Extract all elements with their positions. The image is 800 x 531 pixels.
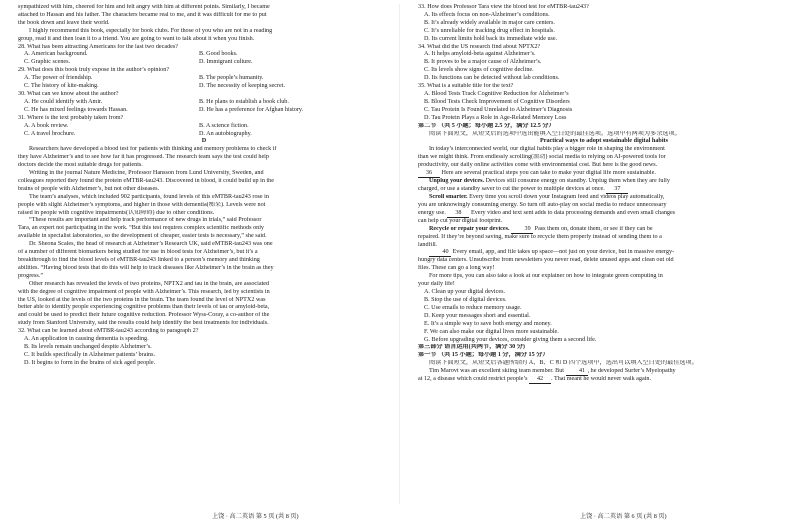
question-35-stem: 35. What is a suitable title for the text?: [418, 83, 514, 90]
question-33-stem: 33. How does Professor Tara view the blood test for eMTBR-tau243?: [418, 4, 589, 10]
question-29-options-row: [18, 83, 390, 91]
text-line: Dr. Sheona Scales, the head of research at Alzheimer’s Research UK, said eMTBR-tau243 was one: [29, 241, 273, 248]
option-b[interactable]: B. Good books.: [199, 51, 238, 58]
text-line: In today’s interconnected world, our digital habits play a bigger role in shaping the environment: [429, 146, 665, 153]
subheading-recycle: Recycle or repair your devices.: [429, 225, 510, 232]
option-c[interactable]: C. A travel brochure.: [24, 130, 76, 137]
subheading-scroll: Scroll smarter.: [429, 193, 468, 200]
text-line: available in specialist laboratories, so the development of cheaper, easier tests is necessary,” she said.: [18, 233, 267, 240]
option-c[interactable]: C. Its levels show signs of cognitive decline.: [424, 67, 534, 74]
question-29-options-row: [18, 75, 390, 83]
option-b[interactable]: B. It’s already widely available in major care centers.: [424, 19, 555, 26]
part-3-section-1-header: 第一节 （共 15 小题；每小题 1 分，满分 15 分）: [418, 352, 549, 359]
option-a[interactable]: A. He could identify with Amir.: [24, 98, 103, 105]
option-c[interactable]: C. Use emails to reduce memory usage.: [424, 304, 522, 311]
question-28-options-row: [18, 51, 390, 59]
text-line: Scroll smarter. Every time you scroll down your Instagram feed and videos play automatically,: [429, 193, 665, 200]
blank-38[interactable]: 38: [447, 210, 469, 218]
option-c[interactable]: C. The history of kite-making.: [24, 83, 99, 90]
text-line: Unplug your devices. Devices still consume energy on standby. Unplug them when they are fully: [429, 178, 670, 185]
text-line: energy use. 38 Every video and text sent adds to data processing demands and even small changes: [418, 209, 676, 216]
text-line: 40 Every email, app, and file takes up space—not just on your device, but in massive energy-: [418, 249, 790, 257]
text-line: group, read it and then loan it to a friend. You are going to want to talk about it when you finish.: [18, 35, 255, 42]
right-column: [418, 4, 790, 384]
option-a[interactable]: A. It helps amyloid-beta against Alzheimer’s.: [424, 51, 536, 58]
text-line: 36 Here are several practical steps you can take to make your digital life more sustainable.: [418, 170, 790, 178]
text-line: For more tips, you can also take a look at our explainer on how to integrate green computing in: [429, 273, 663, 280]
text-line: sympathized with him, cheered for him and felt angry with him at different points. Similarly, I became: [18, 4, 270, 10]
question-32-stem: 32. What can be learned about eMTBR-tau243 according to paragraph 2?: [18, 328, 199, 335]
text-line: attached to Hassan and his father. The characters became real to me, and it was difficult for me to put: [18, 11, 267, 18]
text-line: Tara, an expert not participating in the work. “But this test requires complex scientific methods only: [18, 225, 264, 232]
text-line: productivity, our daily online activities come with environmental cost. But here is the good news.: [418, 162, 658, 169]
text-line: files. These can go a long way!: [418, 265, 495, 272]
text-line: Researchers have developed a blood test for patients with thinking and memory problems to check if: [29, 146, 277, 153]
text-line: people with slight Alzheimer’s symptoms, and higher in those with dementia(痴呆). Levels were not: [18, 201, 266, 208]
text-line: brains of people with Alzheimer’s, but not other diseases.: [18, 185, 160, 192]
option-b[interactable]: B. It proves to be a major cause of Alzheimer’s.: [424, 59, 542, 66]
section-d-heading: D: [201, 138, 207, 145]
passage-title: Practical ways to adopt sustainable digital habits: [540, 138, 668, 145]
text-line: repaired. If they’re beyond saving, make sure to recycle them properly instead of sending them to a: [418, 233, 662, 240]
section-2-header: 第二节 （共 5 小题；每小题 2.5 分，满分 12.5 分）: [418, 122, 555, 129]
text-line: landfill.: [418, 241, 438, 248]
text-line: Other research has revealed the levels of two proteins, NPTX2 and tau in the brain, are associated: [29, 280, 270, 287]
blank-40[interactable]: 40: [429, 249, 451, 257]
text-line: the US, looked at the levels of the two proteins in the brain. The team found the level of NPTX2 was: [18, 296, 266, 303]
text-line: breakthrough to find the blood levels of eMTBR-tau243 linked to a person’s memory and thinking: [18, 257, 260, 263]
question-34-stem: 34. What did the US research find about NPTX2?: [418, 43, 541, 50]
option-d[interactable]: D. The necessity of keeping secret.: [199, 83, 285, 90]
page-footer-right: 上饶 · 高二英语 第 6 页 (共 8 页): [580, 513, 667, 520]
option-a[interactable]: A. Blood Tests Track Cognitive Reduction for Alzheimer’s: [424, 90, 569, 97]
question-30-options-row: [18, 99, 390, 107]
blank-42[interactable]: 42: [529, 376, 551, 384]
option-c[interactable]: C. He has mixed feelings towards Hassan.: [24, 106, 128, 113]
text-line: with the degree of cognitive impairment of people with Alzheimer’s. This research, led by scientists in: [18, 288, 270, 295]
option-c[interactable]: C. Tau Protein Is Found Unrelated to Alzheimer’s Diagnosis: [424, 106, 573, 113]
column-divider: [399, 4, 400, 504]
option-d[interactable]: D. Its current limits hold back its immediate wide use.: [424, 35, 558, 42]
option-b[interactable]: B. A science fiction.: [199, 122, 249, 129]
option-a[interactable]: A. Clean up your digital devices.: [424, 289, 506, 296]
text-line: the book down and leave their world.: [18, 19, 110, 26]
option-a[interactable]: A. Its effects focus on non-Alzheimer’s conditions.: [424, 11, 550, 18]
text-line: doctors decide the most suitable drugs for patients.: [18, 162, 143, 169]
option-b[interactable]: B. The people’s humanity.: [199, 75, 264, 82]
option-a[interactable]: A. American background.: [24, 51, 88, 58]
text-line: can help cut your digital footprint.: [418, 217, 503, 224]
text-line: at 12, a disease which could restrict people’s 42 . That meant he would never walk again.: [418, 376, 652, 383]
text-line: “These results are important and help track performance of new drugs in trials,” said Professor: [29, 217, 262, 224]
text-line: charged, or use a standby saver to cut the power to multiple devices at once. 37: [418, 186, 790, 194]
page-footer-left: 上饶 · 高二英语 第 5 页 (共 8 页): [212, 513, 299, 520]
text-line: abilities. “Having blood tests that do this will help to track diseases like Alzheimer’s in the brain as they: [18, 264, 274, 271]
option-a[interactable]: A. The power of friendship.: [24, 75, 93, 82]
blank-39[interactable]: 39: [511, 226, 533, 234]
text-line: raised in people with cognitive impairments(认知障碍) due to other conditions.: [18, 209, 215, 216]
text-line: colleagues reported they found the protein eMTBR-tau243. Discovered in blood, it could build up in the: [18, 177, 274, 184]
option-a[interactable]: A. An application in causing dementia is speeding.: [24, 336, 149, 343]
question-30-options-row: [18, 107, 390, 115]
question-28-options-row: [18, 59, 390, 67]
option-d[interactable]: D. It begins to form in the brains of sick aged people.: [24, 359, 156, 366]
text-line: better able to identify people experiencing cognitive problems than their levels of tau or amyloid-beta,: [18, 304, 270, 311]
text-line: they have Alzheimer’s and to see how far it has progressed. The research team says the test could help: [18, 154, 269, 161]
text-line: Recycle or repair your devices. 39 Pass them on, donate them, or see if they can be: [429, 225, 653, 232]
option-g[interactable]: G. Before upgrading your devices, consider giving them a second life.: [424, 336, 597, 343]
text-line: Tim Marovt was an excellent skiing team member. But 41 , he developed Surfer’s Myelopathy: [429, 368, 676, 375]
option-f[interactable]: F. We can also make our digital lives more sustainable.: [424, 328, 559, 335]
option-c[interactable]: C. It builds specifically in Alzheimer patients’ brains.: [24, 351, 156, 358]
question-28-stem: 28. What has been attracting Americans for the last two decades?: [18, 43, 178, 50]
text-line: and could be used to predict their future cognitive reduction. Professor Wyss-Coray, a co-author of the: [18, 312, 270, 319]
part-3-header: 第三部分 语言运用(共两节，满分 30 分): [418, 344, 525, 351]
subheading-unplug: Unplug your devices.: [429, 178, 484, 185]
option-d[interactable]: D. An autobiography.: [199, 130, 252, 137]
question-31-options-row: [18, 131, 390, 139]
option-b[interactable]: B. He plans to establish a book club.: [199, 98, 289, 105]
question-30-stem: 30. What can we know about the author?: [18, 90, 119, 97]
question-31-options-row: [18, 123, 390, 131]
question-29-stem: 29. What does this book truly expose in the author’s opinion?: [18, 67, 170, 74]
text-line: of a number of different biomarkers being studied for use in blood tests for Alzheimer’s, but it’s a: [18, 249, 258, 256]
option-d[interactable]: D. Immigrant culture.: [199, 59, 253, 66]
question-31-stem: 31. Where is the text probably taken from?: [18, 114, 124, 121]
text-line: Writing in the journal Nature Medicine, Professor Hansson from Lund University, Sweden, and: [29, 170, 264, 177]
blank-36[interactable]: 36: [418, 170, 440, 178]
text-line: you are unknowingly consuming energy. So turn off auto-play on social media to reduce unnecessary: [418, 201, 667, 208]
text-line: progress.”: [18, 272, 44, 279]
option-d[interactable]: D. He has a preference for Afghan history.: [199, 106, 304, 113]
text-line: study from Stanford University, said the results could help identify the best treatments for individuals.: [18, 320, 269, 327]
option-b[interactable]: B. Blood Tests Check Improvement of Cognitive Disorders: [424, 98, 570, 105]
option-e[interactable]: E. It’s a simple way to save both energy and money.: [424, 320, 552, 327]
option-c[interactable]: C. Graphic scenes.: [24, 59, 71, 66]
text-line: hungry data centers. Unsubscribe from newsletters you never read, delete unused apps and clean out old: [418, 257, 674, 264]
blank-41[interactable]: 41: [566, 368, 588, 376]
option-b[interactable]: B. Stop the use of digital devices.: [424, 297, 507, 303]
part-3-instruction: 阅读下面短文，从短文后各题所给的 A、B、C 和 D 四个选项中，选出可以填入空白处的最佳选项。: [429, 360, 698, 367]
section-2-instruction: 阅读下面短文，从短文后的选项中选出能填入空白处的最佳选项。选项中有两项为多余选项。: [429, 130, 681, 137]
option-b[interactable]: B. Its levels remain unchanged despite Alzheimer’s.: [24, 343, 152, 350]
option-d[interactable]: D. Tau Protein Plays a Role in Age-Related Memory Loss: [424, 114, 567, 121]
option-a[interactable]: A. A book review.: [24, 122, 69, 129]
blank-37[interactable]: 37: [606, 186, 628, 194]
option-d[interactable]: D. Its functions can be detected without lab conditions.: [424, 75, 560, 82]
left-column: [18, 4, 390, 368]
option-d[interactable]: D. Keep your messages short and essential.: [424, 312, 531, 319]
text-line: than we might think. From endlessly scrolling(滚动) social media to relying on AI-powered tools for: [418, 154, 666, 161]
text-line: The team’s analyses, which included 902 participants, found levels of this eMTBR-tau243 rose in: [29, 193, 269, 200]
text-line: I highly recommend this book, especially for book clubs. For those of you who are not in a reading: [29, 27, 273, 34]
text-line: your daily life!: [418, 281, 455, 288]
option-c[interactable]: C. It’s unreliable for tracking drug effect in hospitals.: [424, 27, 555, 34]
